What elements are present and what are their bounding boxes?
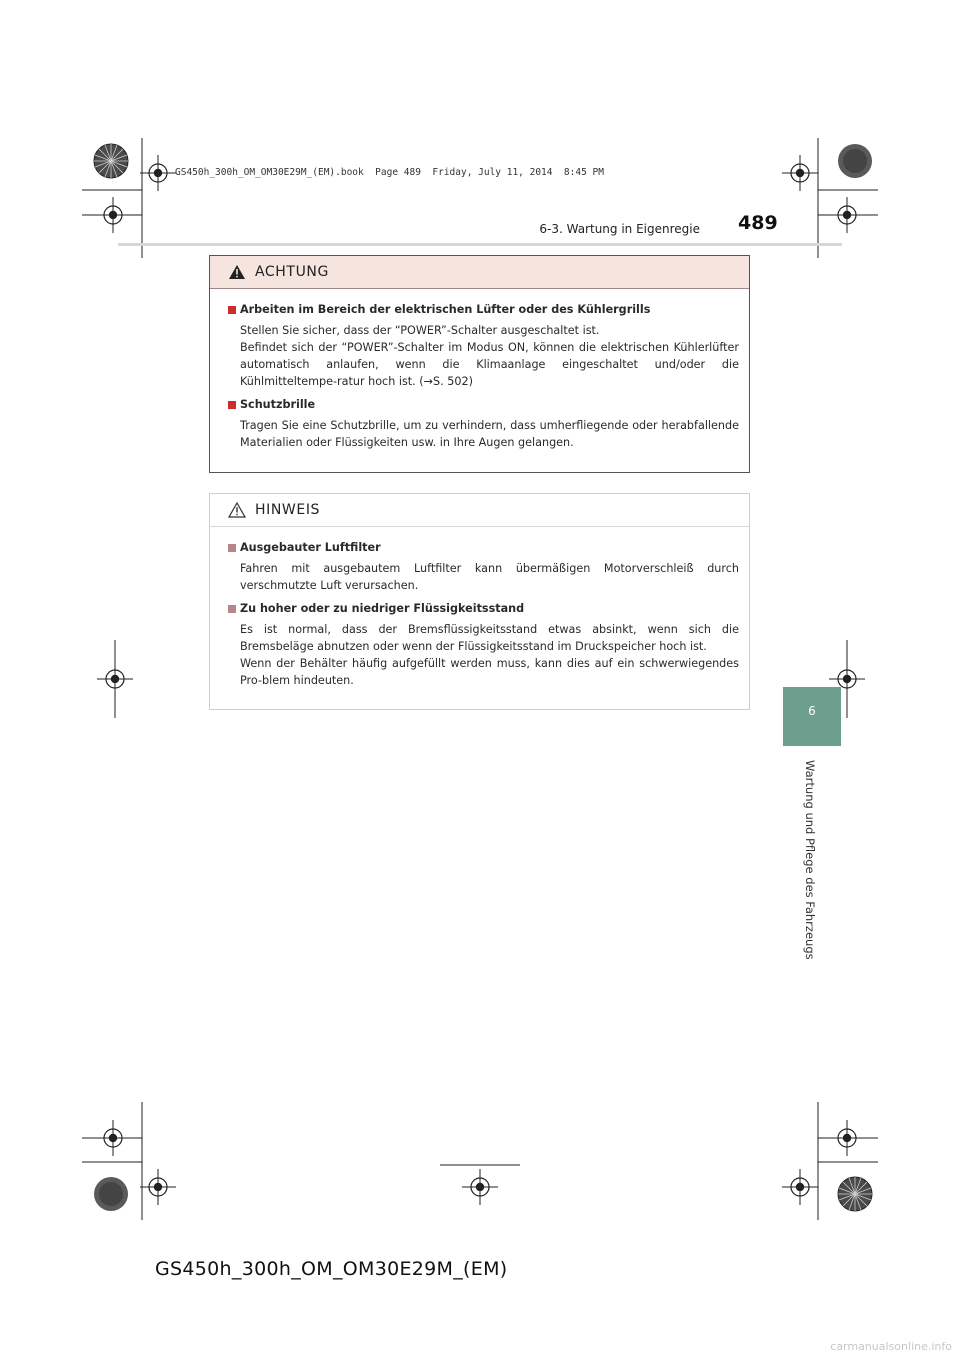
warning-item-heading: Arbeiten im Bereich der elektrischen Lüfter oder des Kühlergrills	[240, 303, 651, 316]
notice-item-heading: Ausgebauter Luftfilter	[240, 541, 381, 554]
caution-triangle-icon	[228, 502, 246, 518]
square-bullet-icon	[228, 605, 236, 613]
square-bullet-icon	[228, 544, 236, 552]
footer-document-code: GS450h_300h_OM_OM30E29M_(EM)	[155, 1258, 508, 1280]
warning-item	[228, 301, 739, 390]
chapter-tab-label: Wartung und Pflege des Fahrzeugs	[803, 760, 817, 960]
warning-item	[228, 396, 739, 451]
notice-item-text: Wenn der Behälter häufig aufgefüllt werden muss, kann dies auf ein schwerwiegendes Pro-blem hindeuten.	[240, 657, 739, 687]
notice-box-title: HINWEIS	[255, 502, 321, 518]
warning-box-title: ACHTUNG	[255, 264, 329, 280]
notice-item-heading: Zu hoher oder zu niedriger Flüssigkeitsstand	[240, 602, 525, 615]
warning-item-text: Stellen Sie sicher, dass der “POWER”-Schalter ausgeschaltet ist.	[240, 324, 600, 337]
warning-box-header	[210, 256, 749, 289]
page-number: 489	[738, 212, 778, 234]
notice-item	[228, 539, 739, 594]
warning-item-text: Tragen Sie eine Schutzbrille, um zu verhindern, dass umherfliegende oder herabfallende Materialien oder Flüssigkeiten usw. in Ihre Augen gelangen.	[240, 419, 739, 449]
square-bullet-icon	[228, 306, 236, 314]
notice-box	[209, 493, 750, 710]
chapter-tab-number: 6	[808, 704, 816, 718]
notice-box-header	[210, 494, 749, 527]
warning-box	[209, 255, 750, 473]
warning-triangle-icon	[228, 264, 246, 280]
square-bullet-icon	[228, 401, 236, 409]
notice-item-text: Es ist normal, dass der Bremsflüssigkeitsstand etwas absinkt, wenn sich die Bremsbeläge abnutzen oder wenn der Flüssigkeitsstand im Druckspeicher hoch ist.	[240, 623, 739, 653]
notice-item-text: Fahren mit ausgebautem Luftfilter kann übermäßigen Motorverschleiß durch verschmutzte Luft verursachen.	[240, 562, 739, 592]
warning-item-heading: Schutzbrille	[240, 398, 316, 411]
book-info-line: GS450h_300h_OM_OM30E29M_(EM).book Page 489 Friday, July 11, 2014 8:45 PM	[175, 167, 604, 178]
notice-item	[228, 600, 739, 689]
section-title: 6-3. Wartung in Eigenregie	[539, 222, 700, 236]
header-rule	[118, 243, 842, 246]
warning-item-text: Befindet sich der “POWER”-Schalter im Modus ON, können die elektrischen Kühlerlüfter automatisch anlaufen, wenn die Klimaanlage eingeschaltet und/oder die Kühlmitteltempe-ratur hoch ist. (→S. 502)	[240, 341, 739, 388]
watermark: carmanualsonline.info	[830, 1340, 952, 1353]
